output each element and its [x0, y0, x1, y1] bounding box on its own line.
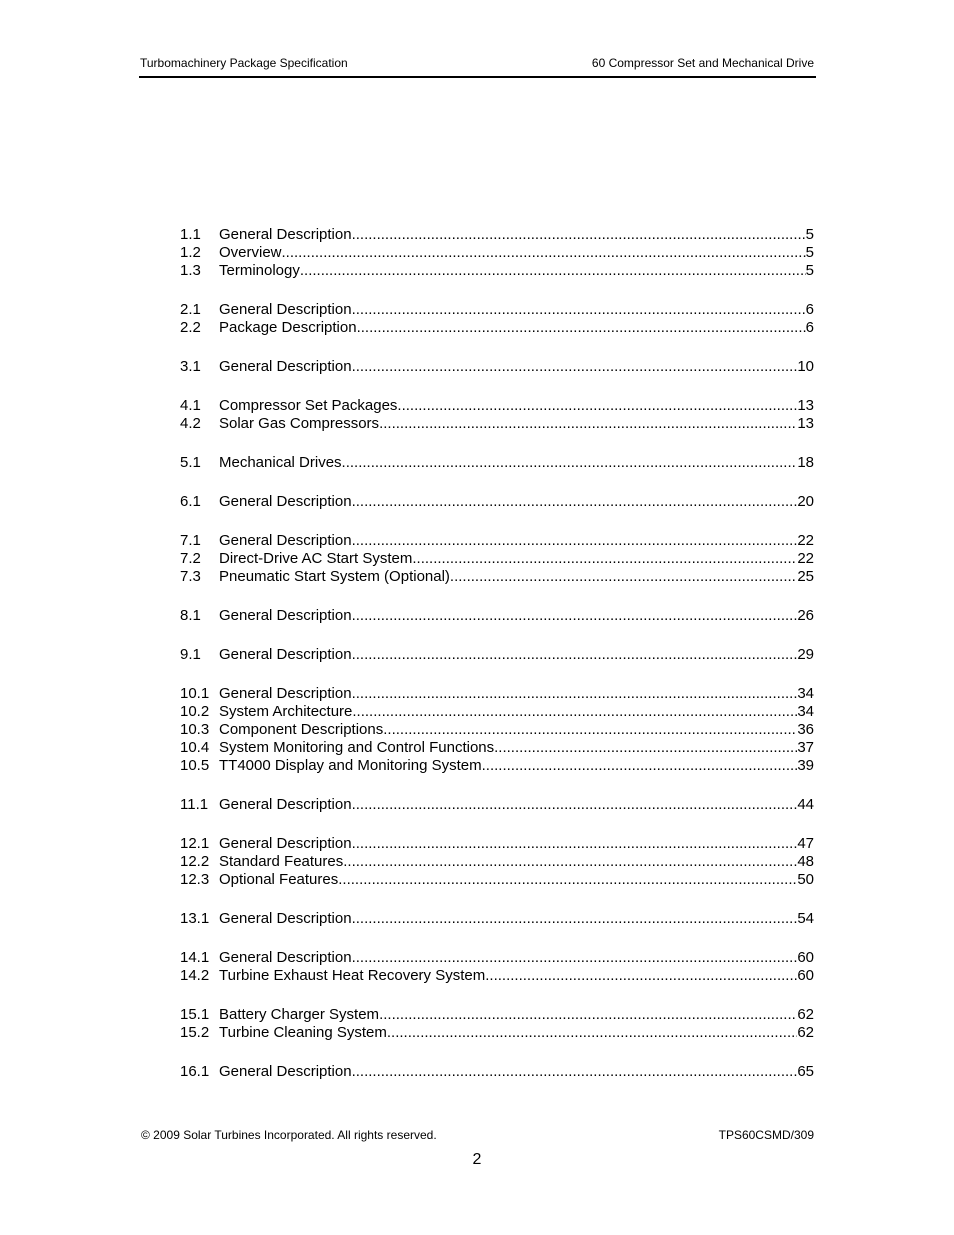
- toc-leader-dots: [352, 796, 798, 814]
- toc-entry-title: Standard Features: [219, 853, 344, 870]
- toc-entry-title: TT4000 Display and Monitoring System: [219, 757, 482, 774]
- toc-entry-page: 50: [797, 871, 814, 888]
- toc-entry-title: System Monitoring and Control Functions: [219, 739, 495, 756]
- toc-entry-title: Battery Charger System: [219, 1006, 380, 1023]
- toc-leader-dots: [352, 358, 798, 376]
- toc-entry-title: General Description: [219, 949, 352, 966]
- toc-entry-page: 13: [797, 415, 814, 432]
- toc-leader-dots: [342, 454, 798, 472]
- toc-entry-number: 6.1: [180, 493, 201, 510]
- toc-group: [180, 1006, 814, 1042]
- toc-entry-page: 62: [797, 1006, 814, 1023]
- toc-entry[interactable]: [180, 319, 814, 337]
- toc-entry-number: 8.1: [180, 607, 201, 624]
- toc-leader-dots: [482, 757, 798, 775]
- toc-leader-dots: [343, 853, 797, 871]
- toc-entry[interactable]: [180, 721, 814, 739]
- toc-entry-title: Turbine Cleaning System: [219, 1024, 387, 1041]
- toc-leader-dots: [352, 646, 798, 664]
- toc-leader-dots: [282, 244, 806, 262]
- toc-entry-number: 10.1: [180, 685, 210, 702]
- toc-entry-number: 2.1: [180, 301, 201, 318]
- toc-entry-number: 12.3: [180, 871, 210, 888]
- toc-entry-title: General Description: [219, 1063, 352, 1080]
- toc-entry[interactable]: [180, 607, 814, 625]
- toc-leader-dots: [300, 262, 806, 280]
- toc-entry-number: 11.1: [180, 796, 209, 813]
- page-number: 2: [472, 1151, 482, 1168]
- toc-entry[interactable]: [180, 493, 814, 511]
- toc-entry[interactable]: [180, 262, 814, 280]
- toc-entry[interactable]: [180, 853, 814, 871]
- toc-entry-title: Solar Gas Compressors: [219, 415, 380, 432]
- toc-entry-page: 34: [797, 685, 814, 702]
- toc-entry[interactable]: [180, 244, 814, 262]
- page-footer: [141, 1128, 814, 1144]
- toc-entry-title: Turbine Exhaust Heat Recovery System: [219, 967, 486, 984]
- toc-leader-dots: [485, 967, 797, 985]
- toc-entry-title: General Description: [219, 358, 352, 375]
- toc-entry-title: Package Description: [219, 319, 357, 336]
- toc-entry[interactable]: [180, 949, 814, 967]
- toc-group: [180, 835, 814, 889]
- toc-entry[interactable]: [180, 646, 814, 664]
- toc-entry-page: 44: [797, 796, 814, 813]
- toc-entry[interactable]: [180, 835, 814, 853]
- toc-entry-title: General Description: [219, 835, 352, 852]
- toc-group: [180, 397, 814, 433]
- table-of-contents: [180, 226, 814, 1102]
- toc-entry-page: 22: [797, 532, 814, 549]
- toc-leader-dots: [450, 568, 797, 586]
- toc-entry-page: 6: [805, 301, 814, 318]
- toc-entry-number: 16.1: [180, 1063, 210, 1080]
- toc-entry-number: 7.2: [180, 550, 201, 567]
- toc-group: [180, 685, 814, 775]
- toc-entry-page: 13: [797, 397, 814, 414]
- toc-entry-number: 12.2: [180, 853, 210, 870]
- toc-entry-page: 47: [797, 835, 814, 852]
- toc-entry-title: General Description: [219, 685, 352, 702]
- toc-entry-title: General Description: [219, 493, 352, 510]
- toc-entry-number: 1.2: [180, 244, 201, 261]
- toc-entry-title: General Description: [219, 532, 352, 549]
- toc-entry-number: 10.4: [180, 739, 210, 756]
- toc-entry-number: 10.5: [180, 757, 210, 774]
- document-code: TPS60CSMD/309: [718, 1128, 814, 1142]
- toc-entry-page: 18: [797, 454, 814, 471]
- toc-leader-dots: [352, 1063, 798, 1081]
- toc-entry-title: General Description: [219, 910, 352, 927]
- toc-entry-page: 20: [797, 493, 814, 510]
- toc-entry-page: 60: [797, 967, 814, 984]
- toc-entry-number: 4.1: [180, 397, 201, 414]
- toc-entry-page: 29: [797, 646, 814, 663]
- toc-group: [180, 796, 814, 814]
- toc-entry-page: 5: [805, 244, 814, 261]
- toc-entry-number: 13.1: [180, 910, 210, 927]
- toc-entry-title: General Description: [219, 226, 352, 243]
- toc-group: [180, 301, 814, 337]
- toc-entry[interactable]: [180, 358, 814, 376]
- toc-leader-dots: [379, 415, 797, 433]
- toc-entry-number: 1.3: [180, 262, 201, 279]
- toc-entry-title: Optional Features: [219, 871, 339, 888]
- toc-entry[interactable]: [180, 871, 814, 889]
- toc-entry-title: Mechanical Drives: [219, 454, 342, 471]
- toc-group: [180, 607, 814, 625]
- toc-entry[interactable]: [180, 1063, 814, 1081]
- toc-entry-number: 15.1: [180, 1006, 210, 1023]
- toc-entry-number: 3.1: [180, 358, 201, 375]
- toc-entry-title: Component Descriptions: [219, 721, 384, 738]
- toc-entry-title: Pneumatic Start System (Optional): [219, 568, 450, 585]
- toc-group: [180, 358, 814, 376]
- toc-entry-page: 60: [797, 949, 814, 966]
- toc-entry-title: General Description: [219, 301, 352, 318]
- toc-entry-title: System Architecture: [219, 703, 353, 720]
- toc-entry[interactable]: [180, 397, 814, 415]
- toc-entry-page: 39: [797, 757, 814, 774]
- toc-entry[interactable]: [180, 739, 814, 757]
- copyright-notice: © 2009 Solar Turbines Incorporated. All rights reserved.: [141, 1128, 437, 1142]
- toc-entry-page: 34: [797, 703, 814, 720]
- toc-entry-number: 14.2: [180, 967, 210, 984]
- toc-entry[interactable]: [180, 1024, 814, 1042]
- toc-entry-page: 25: [797, 568, 814, 585]
- toc-entry-page: 6: [805, 319, 814, 336]
- toc-group: [180, 532, 814, 586]
- toc-group: [180, 226, 814, 280]
- toc-entry[interactable]: [180, 685, 814, 703]
- toc-leader-dots: [397, 397, 797, 415]
- toc-entry-title: Compressor Set Packages: [219, 397, 398, 414]
- toc-entry-page: 22: [797, 550, 814, 567]
- toc-entry-number: 7.1: [180, 532, 201, 549]
- toc-entry-title: General Description: [219, 607, 352, 624]
- toc-leader-dots: [352, 835, 798, 853]
- header-title: Turbomachinery Package Specification: [140, 56, 348, 70]
- toc-group: [180, 949, 814, 985]
- toc-leader-dots: [352, 910, 798, 928]
- toc-entry-page: 37: [797, 739, 814, 756]
- toc-leader-dots: [352, 607, 798, 625]
- toc-entry-number: 12.1: [180, 835, 210, 852]
- toc-entry-page: 5: [805, 262, 814, 279]
- toc-entry-page: 26: [797, 607, 814, 624]
- toc-leader-dots: [494, 739, 797, 757]
- toc-entry-number: 14.1: [180, 949, 210, 966]
- toc-entry[interactable]: [180, 757, 814, 775]
- toc-entry[interactable]: [180, 415, 814, 433]
- toc-entry-number: 1.1: [180, 226, 201, 243]
- toc-entry-page: 54: [797, 910, 814, 927]
- toc-entry[interactable]: [180, 967, 814, 985]
- toc-entry[interactable]: [180, 550, 814, 568]
- toc-group: [180, 1063, 814, 1081]
- toc-entry[interactable]: [180, 568, 814, 586]
- toc-entry-page: 36: [797, 721, 814, 738]
- toc-entry[interactable]: [180, 532, 814, 550]
- toc-leader-dots: [352, 685, 798, 703]
- toc-leader-dots: [412, 550, 797, 568]
- toc-entry-title: Overview: [219, 244, 282, 261]
- toc-leader-dots: [352, 493, 798, 511]
- toc-entry-title: Terminology: [219, 262, 300, 279]
- toc-entry[interactable]: [180, 454, 814, 472]
- toc-entry[interactable]: [180, 226, 814, 244]
- toc-entry[interactable]: [180, 910, 814, 928]
- toc-entry-title: Direct-Drive AC Start System: [219, 550, 413, 567]
- toc-entry-page: 5: [805, 226, 814, 243]
- toc-leader-dots: [387, 1024, 797, 1042]
- toc-entry-page: 62: [797, 1024, 814, 1041]
- toc-leader-dots: [338, 871, 797, 889]
- toc-entry-number: 4.2: [180, 415, 201, 432]
- toc-entry-number: 9.1: [180, 646, 201, 663]
- toc-entry-number: 10.2: [180, 703, 210, 720]
- page-header: [139, 55, 816, 78]
- toc-entry-number: 2.2: [180, 319, 201, 336]
- toc-group: [180, 454, 814, 472]
- toc-leader-dots: [352, 703, 797, 721]
- toc-entry-title: General Description: [219, 796, 352, 813]
- toc-entry[interactable]: [180, 1006, 814, 1024]
- toc-entry-number: 5.1: [180, 454, 201, 471]
- toc-leader-dots: [357, 319, 806, 337]
- toc-group: [180, 910, 814, 928]
- toc-entry-page: 10: [797, 358, 814, 375]
- toc-entry-number: 15.2: [180, 1024, 210, 1041]
- toc-leader-dots: [352, 532, 798, 550]
- toc-group: [180, 646, 814, 664]
- toc-entry[interactable]: [180, 301, 814, 319]
- toc-entry-title: General Description: [219, 646, 352, 663]
- toc-leader-dots: [352, 949, 798, 967]
- toc-entry[interactable]: [180, 796, 814, 814]
- toc-group: [180, 493, 814, 511]
- toc-leader-dots: [383, 721, 797, 739]
- toc-leader-dots: [379, 1006, 797, 1024]
- header-subtitle: 60 Compressor Set and Mechanical Drive: [591, 56, 814, 70]
- toc-entry-page: 65: [797, 1063, 814, 1080]
- toc-entry-number: 7.3: [180, 568, 201, 585]
- toc-entry-page: 48: [797, 853, 814, 870]
- toc-leader-dots: [352, 226, 806, 244]
- toc-leader-dots: [352, 301, 806, 319]
- toc-entry-number: 10.3: [180, 721, 210, 738]
- toc-entry[interactable]: [180, 703, 814, 721]
